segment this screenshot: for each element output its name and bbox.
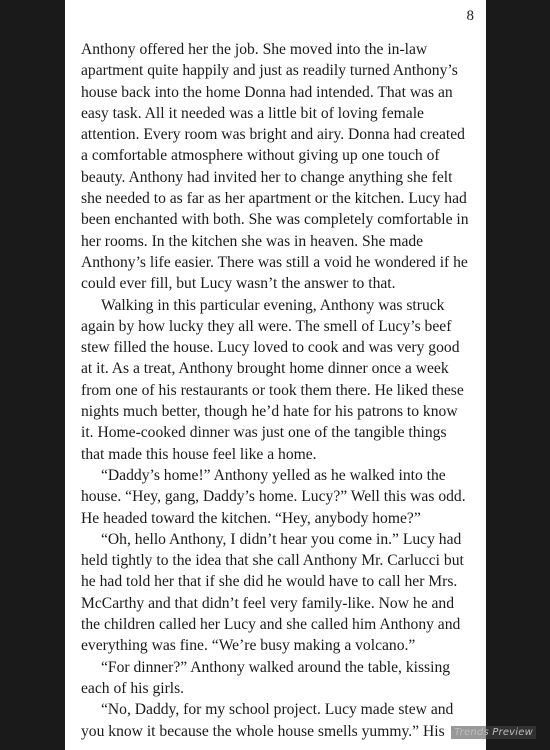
paragraph: “For dinner?” Anthony walked around the table, kissing each of his girls.	[81, 658, 451, 697]
paragraph: Walking in this particular evening, Anthony was struck again by how lucky they all were. The smell of Lucy’s beef stew filled the house. Lucy loved to cook and was very good at it. As a treat, Anthony brought home dinner once a week from one of his restaurants or took them there. He liked these nights much better, though he’d hate for his patrons to know it. Home-cooked dinner was just one of the tangible things that made this house feel like a home.	[81, 296, 464, 463]
book-page	[65, 0, 486, 750]
page-number: 8	[466, 8, 474, 24]
watermark: Trends Preview	[451, 726, 536, 739]
paragraph: “Oh, hello Anthony, I didn’t hear you come in.” Lucy had held tightly to the idea that she call Anthony Mr. Carlucci but he had told her that if she did he would have to call her Mrs. McCarthy and that didn’t feel very family-like. Now he and the children called her Lucy and she called him Anthony and everything was fine. “We’re busy making a volcano.”	[81, 530, 464, 655]
paragraph: “No, Daddy, for my school project. Lucy made stew and you know it because the whole house smells yummy.” His	[81, 701, 454, 740]
paragraph: Anthony offered her the job. She moved into the in-law apartment quite happily and just as readily turned Anthony’s house back into the home Donna had intended. That was an easy task. All it needed was a little bit of loving female attention. Every room was bright and airy. Donna had created a comfortable atmosphere without giving up one touch of beauty. Anthony had invited her to change anything she felt she needed to as far as her apartment or the kitchen. Lucy had been enchanted with both. She was completely comfortable in her rooms. In the kitchen she was in heaven. She made Anthony’s life easier. There was still a void he wondered if he could ever fill, but Lucy wasn’t the answer to that.	[81, 41, 469, 293]
page-body	[81, 39, 472, 742]
paragraph: “Daddy’s home!” Anthony yelled as he walked into the house. “Hey, gang, Daddy’s home. Lucy?” Well this was odd. He headed toward the kitchen. “Hey, anybody home?”	[81, 466, 466, 527]
